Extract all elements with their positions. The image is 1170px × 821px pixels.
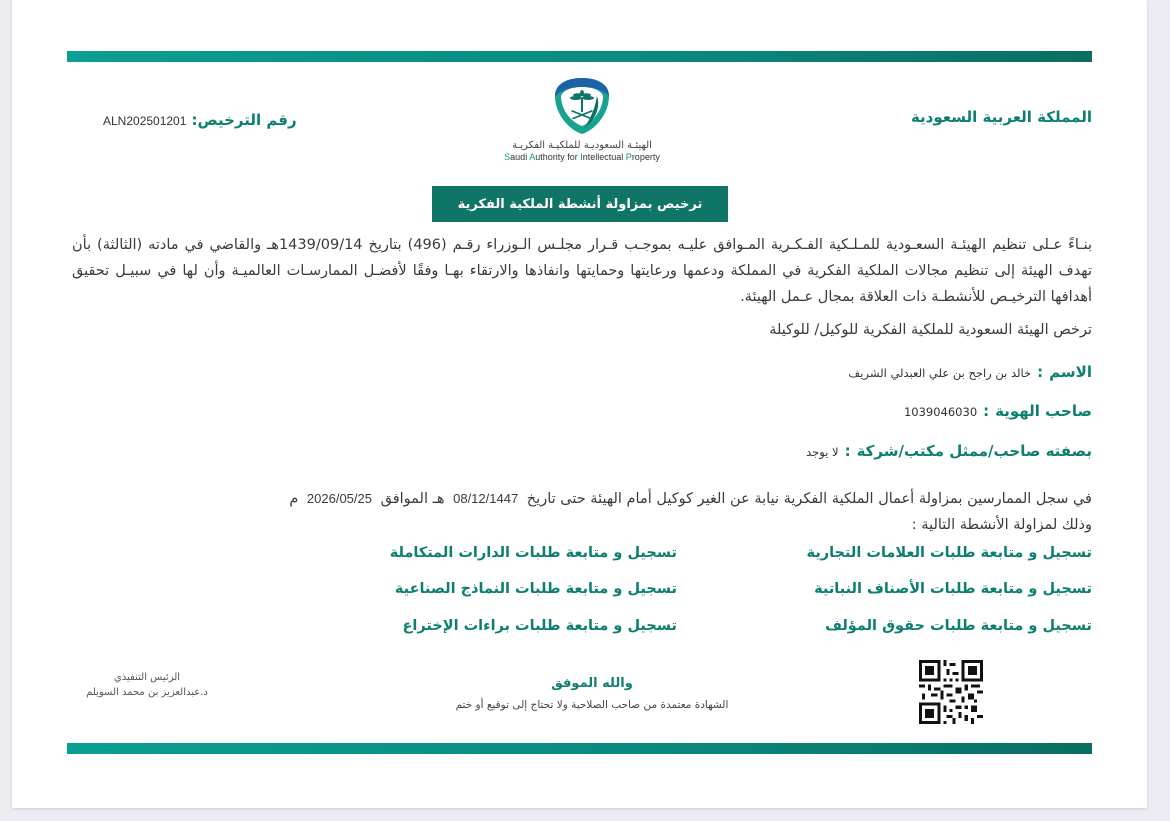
logo-english-name: Saudi Authority for Intellectual Property <box>504 152 660 162</box>
field-capacity: بصفته صاحب/ممثل مكتب/شركة:لا يوجد <box>806 442 1092 460</box>
saip-shield-palm-swords-icon <box>551 74 613 136</box>
gregorian-expiry-date: 2026/05/25 <box>306 491 372 506</box>
activity-item: تسجيل و متابعة طلبات الأصناف النباتية <box>814 581 1092 597</box>
grant-statement: ترخص الهيئة السعودية للملكية الفكرية للوكيل/ للوكيلة <box>769 322 1092 338</box>
saip-logo <box>482 74 682 170</box>
field-name: الاسم:خالد بن راجح بن علي العبدلي الشريف <box>848 363 1092 381</box>
field-name-value: خالد بن راجح بن علي العبدلي الشريف <box>848 366 1032 380</box>
signatory-block <box>67 670 227 700</box>
activity-item: تسجيل و متابعة طلبات العلامات التجارية <box>806 545 1092 561</box>
signatory-name: د.عبدالعزيز بن محمد السويلم <box>86 687 208 698</box>
license-certificate <box>12 0 1147 808</box>
field-name-label: الاسم <box>1049 363 1092 381</box>
field-capacity-value: لا يوجد <box>806 445 839 459</box>
closing-block <box>392 676 792 711</box>
field-id: صاحب الهوية:1039046030 <box>903 402 1092 420</box>
qr-code-icon <box>919 660 983 724</box>
signatory-title: الرئيس التنفيذي <box>113 672 181 683</box>
top-decorative-bar <box>67 51 1092 62</box>
bottom-decorative-bar <box>67 743 1092 754</box>
hijri-expiry-date: 08/12/1447 <box>453 491 519 506</box>
activity-item: تسجيل و متابعة طلبات النماذج الصناعية <box>394 581 677 597</box>
field-id-label: صاحب الهوية <box>995 402 1092 420</box>
activity-item: تسجيل و متابعة طلبات حقوق المؤلف <box>825 618 1092 634</box>
registry-line-2: وذلك لمزاولة الأنشطة التالية : <box>911 517 1092 533</box>
logo-arabic-name: الهيئـة السعوديـة للملكيـة الفكريـة <box>512 140 652 151</box>
activity-item: تسجيل و متابعة طلبات براءات الإختراع <box>402 618 677 634</box>
license-number-row <box>97 110 297 129</box>
field-id-value: 1039046030 <box>903 405 978 419</box>
license-number-value: ALN202501201 <box>103 114 187 128</box>
certificate-title: ترخيص بمزاولة أنشطة الملكية الفكرية <box>432 186 728 222</box>
registry-line-1: في سجل الممارسين بمزاولة أعمال الملكية الفكرية نيابة عن الغير كوكيل أمام الهيئة حتى تاريخ 08/12/1447 هـ الموافق 2026/05/25 م <box>289 491 1092 507</box>
registry-statement <box>92 486 1092 538</box>
license-number-label: رقم الترخيص: <box>191 111 297 129</box>
field-capacity-label: بصفته صاحب/ممثل مكتب/شركة <box>856 442 1092 460</box>
certificate-validity-note: الشهادة معتمدة من صاحب الصلاحية ولا تحتاج إلى توقيع أو ختم <box>455 699 729 711</box>
country-name: المملكة العربية السعودية <box>910 108 1092 126</box>
activity-item: تسجيل و متابعة طلبات الدارات المتكاملة <box>389 545 677 561</box>
intro-paragraph: بنـاءً عـلى تنظيم الهيئـة السعـودية للمـلـكية الفـكـرية المـوافق عليـه بموجـب قـرار مجلـس الـوزراء رقـم (496) بتاريخ 1439/09/14هـ والقاضي في مادته (الثالثة) بأن تهدف الهيئة إلى تنظيم مجالات الملكية الفكرية في المملكة ودعمها ورعايتها وحمايتها وانفاذها والارتقاء بهـا وفقًا لأفضـل الممارسـات العالميـة وأن لها في سبيـل تحقيق أهدافها الترخيـص للأنشطـة ذات العلاقة بمجال عـمل الهيئة. <box>72 237 1093 305</box>
salutation: والله الموفق <box>551 676 633 691</box>
